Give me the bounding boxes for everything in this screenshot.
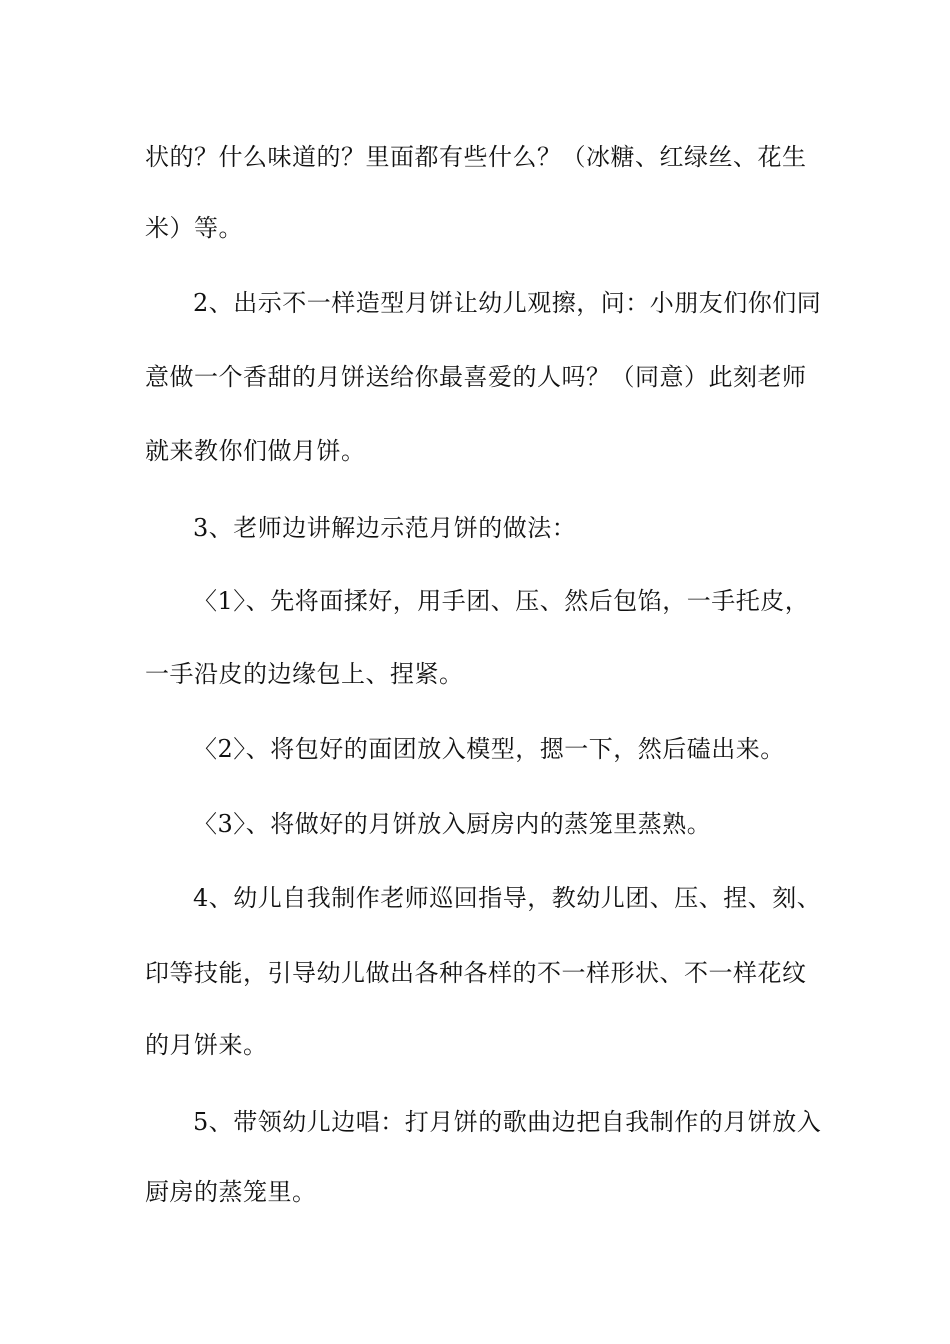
text-line: 厨房的蒸笼里。	[145, 1178, 317, 1206]
step-2-line: 〈2〉、将包好的面团放入模型，摁一下，然后磕出来。	[193, 735, 785, 763]
text-line: 印等技能，引导幼儿做出各种各样的不一样形状、不一样花纹	[145, 959, 807, 987]
text-line: 的月饼来。	[145, 1031, 268, 1059]
step-1-line: 〈1〉、先将面揉好，用手团、压、然后包馅，一手托皮，	[193, 587, 810, 615]
text-line: 就来教你们做月饼。	[145, 437, 366, 465]
step-3-line: 〈3〉、将做好的月饼放入厨房内的蒸笼里蒸熟。	[193, 810, 712, 838]
paragraph-5-line: 5、带领幼儿边唱：打月饼的歌曲边把自我制作的月饼放入	[193, 1108, 822, 1136]
paragraph-4-line: 4、幼儿自我制作老师巡回指导，教幼儿团、压、捏、刻、	[193, 884, 822, 912]
paragraph-2-line: 2、出示不一样造型月饼让幼儿观擦，问：小朋友们你们同	[193, 289, 822, 317]
paragraph-3-line: 3、老师边讲解边示范月饼的做法：	[193, 514, 577, 542]
text-line: 一手沿皮的边缘包上、捏紧。	[145, 660, 464, 688]
text-line: 米）等。	[145, 214, 243, 242]
text-line: 意做一个香甜的月饼送给你最喜爱的人吗？（同意）此刻老师	[145, 363, 807, 391]
text-line: 状的？什么味道的？里面都有些什么？（冰糖、红绿丝、花生	[145, 143, 807, 171]
